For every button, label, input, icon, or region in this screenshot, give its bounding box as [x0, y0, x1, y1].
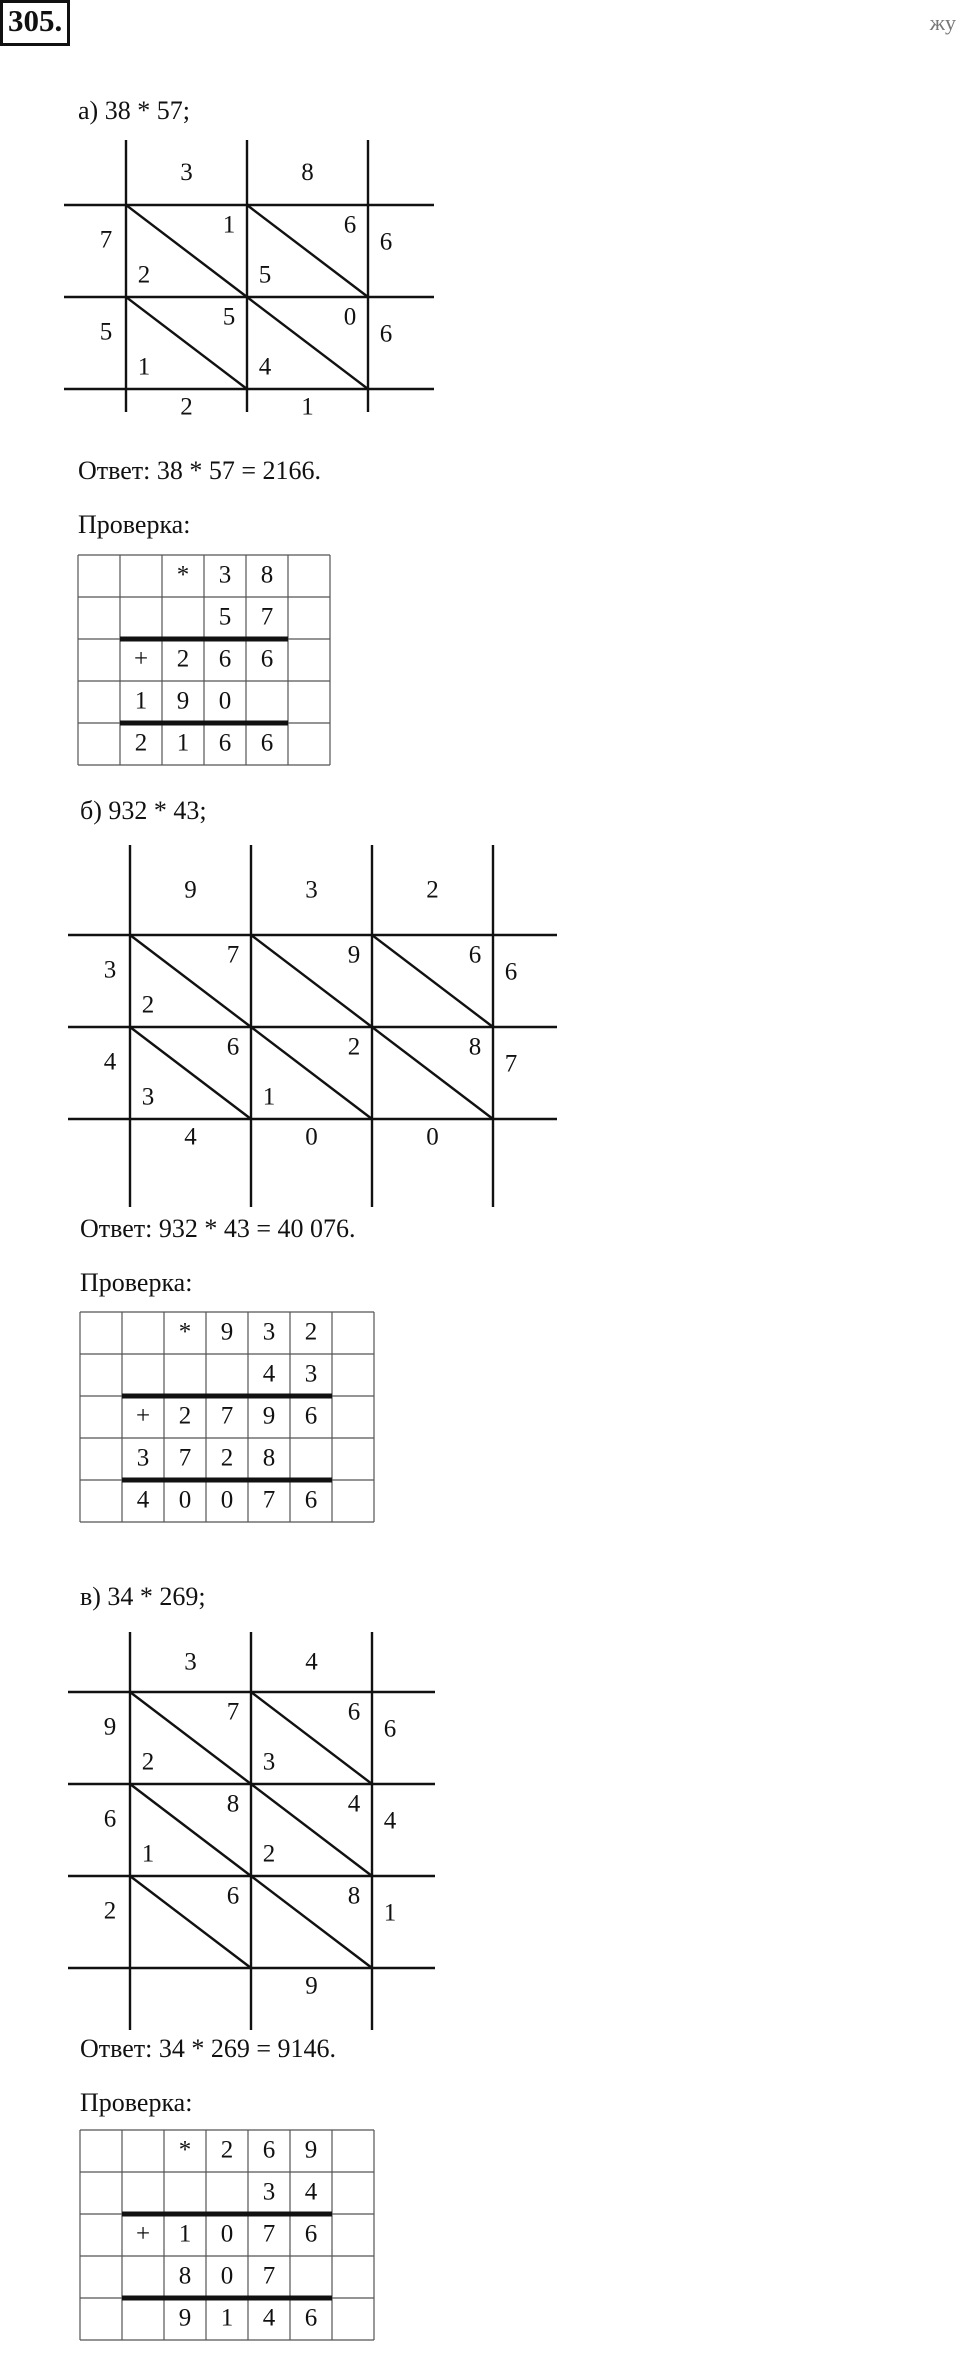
lattice-2-left-digit: 6 — [103, 1805, 117, 1833]
lattice-0-right-digit: 6 — [379, 320, 393, 348]
check-1-digit: * — [178, 1318, 192, 1346]
check-0-digit: 6 — [260, 729, 274, 757]
check-1-digit: 2 — [304, 1318, 318, 1346]
check-2-digit: 8 — [178, 2262, 192, 2290]
lattice-1-top-digit: 2 — [426, 876, 439, 904]
check-0-digit: 6 — [260, 645, 274, 673]
lattice-0-left-digit: 7 — [99, 226, 113, 254]
lattice-2-cell-lower-digit: 3 — [262, 1748, 276, 1776]
lattice-1-cell-upper-digit: 7 — [226, 941, 240, 969]
check-1-digit: 8 — [262, 1444, 276, 1472]
lattice-0-top-digit: 3 — [180, 159, 193, 187]
lattice-1-right-digit: 6 — [504, 958, 518, 986]
check-2-digit: 9 — [304, 2136, 318, 2164]
check-1-digit: 3 — [262, 1318, 276, 1346]
lattice-1-cell-lower-digit: 2 — [141, 991, 155, 1019]
lattice-2-cell-upper-digit: 7 — [226, 1698, 240, 1726]
lattice-0-left-digit: 5 — [99, 318, 113, 346]
check-1-digit: 7 — [178, 1444, 192, 1472]
check-1-digit: 7 — [220, 1402, 234, 1430]
corner-text: жу — [929, 10, 956, 35]
lattice-2-cell-upper-digit: 8 — [226, 1790, 240, 1818]
lattice-1-left-digit: 3 — [103, 956, 117, 984]
lattice-0-cell-upper-digit: 0 — [343, 303, 357, 331]
check-0-digit: 2 — [176, 645, 190, 673]
check-2-digit: 7 — [262, 2262, 276, 2290]
check-2-digit: 4 — [304, 2178, 318, 2206]
check-1-digit: + — [135, 1402, 151, 1430]
lattice-0-cell-upper-digit: 6 — [343, 211, 357, 239]
lattice-2-right-digit: 1 — [383, 1899, 397, 1927]
lattice-0-cell-lower-digit: 4 — [258, 353, 272, 381]
check-2-digit: 1 — [220, 2304, 234, 2332]
problem-a-answer: Ответ: 38 * 57 = 2166. — [78, 456, 322, 485]
check-2-digit: 6 — [304, 2304, 318, 2332]
lattice-2-left-digit: 9 — [103, 1713, 117, 1741]
lattice-1-bottom-digit: 0 — [305, 1123, 318, 1151]
problem-a-title: а) 38 * 57; — [78, 96, 190, 125]
check-1-digit: 9 — [220, 1318, 234, 1346]
lattice-2-cell-upper-digit: 4 — [347, 1790, 361, 1818]
check-2-digit: 0 — [220, 2220, 234, 2248]
lattice-1-cell-upper-digit: 8 — [468, 1033, 482, 1061]
check-1-digit: 9 — [262, 1402, 276, 1430]
check-2-digit: 4 — [262, 2304, 276, 2332]
lattice-2-left-digit: 2 — [103, 1897, 117, 1925]
problem-c-title: в) 34 * 269; — [80, 1582, 206, 1611]
check-2-digit: * — [178, 2136, 192, 2164]
lattice-2-cell-upper-digit: 6 — [226, 1882, 240, 1910]
check-1-digit: 0 — [220, 1486, 234, 1514]
lattice-0-bottom-digit: 1 — [301, 393, 314, 421]
check-1-digit: 6 — [304, 1402, 318, 1430]
problem-number: 305. — [0, 0, 70, 46]
check-1-digit: 2 — [178, 1402, 192, 1430]
check-0-digit: 6 — [218, 729, 232, 757]
check-0-digit: 2 — [134, 729, 148, 757]
check-1-digit: 4 — [262, 1360, 276, 1388]
check-2-digit: 6 — [262, 2136, 276, 2164]
lattice-1-top-digit: 9 — [184, 876, 197, 904]
lattice-0-cell-lower-digit: 2 — [137, 261, 151, 289]
lattice-1-left-digit: 4 — [103, 1048, 117, 1076]
check-1-digit: 3 — [136, 1444, 150, 1472]
check-1-digit: 3 — [304, 1360, 318, 1388]
lattice-2-cell-upper-digit: 6 — [347, 1698, 361, 1726]
lattice-2-top-digit: 4 — [305, 1648, 318, 1676]
lattice-1-cell-upper-digit: 6 — [468, 941, 482, 969]
check-2-digit: 3 — [262, 2178, 276, 2206]
check-0-digit: 5 — [218, 603, 232, 631]
check-2-digit: 1 — [178, 2220, 192, 2248]
check-0-digit: 6 — [218, 645, 232, 673]
lattice-1-right-digit: 7 — [504, 1050, 518, 1078]
check-1-digit: 6 — [304, 1486, 318, 1514]
lattice-0-cell-upper-digit: 5 — [222, 303, 236, 331]
check-0-digit: 1 — [134, 687, 148, 715]
lattice-2-right-digit: 6 — [383, 1715, 397, 1743]
lattice-2-bottom-digit: 9 — [305, 1972, 318, 2000]
check-1-digit: 0 — [178, 1486, 192, 1514]
lattice-2-cell-lower-digit: 2 — [262, 1840, 276, 1868]
check-0-digit: 3 — [218, 561, 232, 589]
lattice-2-cell-upper-digit: 8 — [347, 1882, 361, 1910]
check-0-digit: * — [176, 561, 190, 589]
check-2-digit: 9 — [178, 2304, 192, 2332]
check-0-digit: 7 — [260, 603, 274, 631]
check-0-digit: 9 — [176, 687, 190, 715]
lattice-1-top-digit: 3 — [305, 876, 318, 904]
lattice-1-cell-upper-digit: 9 — [347, 941, 361, 969]
check-1-digit: 7 — [262, 1486, 276, 1514]
lattice-1-cell-lower-digit: 3 — [141, 1083, 155, 1111]
check-0-digit: 8 — [260, 561, 274, 589]
problem-a-check-label: Проверка: — [78, 510, 191, 539]
check-2-digit: 2 — [220, 2136, 234, 2164]
check-0-digit: 0 — [218, 687, 232, 715]
check-1-digit: 4 — [136, 1486, 150, 1514]
problem-c-check-label: Проверка: — [80, 2088, 193, 2117]
check-2-digit: 0 — [220, 2262, 234, 2290]
check-2-digit: + — [135, 2220, 151, 2248]
lattice-0-right-digit: 6 — [379, 228, 393, 256]
lattice-2-top-digit: 3 — [184, 1648, 197, 1676]
problem-b-title: б) 932 * 43; — [80, 796, 207, 825]
check-0-digit: + — [133, 645, 149, 673]
lattice-1-cell-upper-digit: 2 — [347, 1033, 361, 1061]
lattice-0-cell-lower-digit: 1 — [137, 353, 151, 381]
lattice-0-cell-upper-digit: 1 — [222, 211, 236, 239]
problem-c-answer: Ответ: 34 * 269 = 9146. — [80, 2034, 337, 2063]
check-2-digit: 6 — [304, 2220, 318, 2248]
problem-b-answer: Ответ: 932 * 43 = 40 076. — [80, 1214, 356, 1243]
check-2-digit: 7 — [262, 2220, 276, 2248]
lattice-1-cell-upper-digit: 6 — [226, 1033, 240, 1061]
lattice-1-bottom-digit: 4 — [184, 1123, 197, 1151]
lattice-1-bottom-digit: 0 — [426, 1123, 439, 1151]
problem-b-check-label: Проверка: — [80, 1268, 193, 1297]
lattice-1-cell-lower-digit: 1 — [262, 1083, 276, 1111]
lattice-2-cell-lower-digit: 2 — [141, 1748, 155, 1776]
check-1-digit: 2 — [220, 1444, 234, 1472]
lattice-0-bottom-digit: 2 — [180, 393, 193, 421]
check-0-digit: 1 — [176, 729, 190, 757]
lattice-0-top-digit: 8 — [301, 159, 314, 187]
lattice-2-right-digit: 4 — [383, 1807, 397, 1835]
lattice-2-cell-lower-digit: 1 — [141, 1840, 155, 1868]
lattice-0-cell-lower-digit: 5 — [258, 261, 272, 289]
